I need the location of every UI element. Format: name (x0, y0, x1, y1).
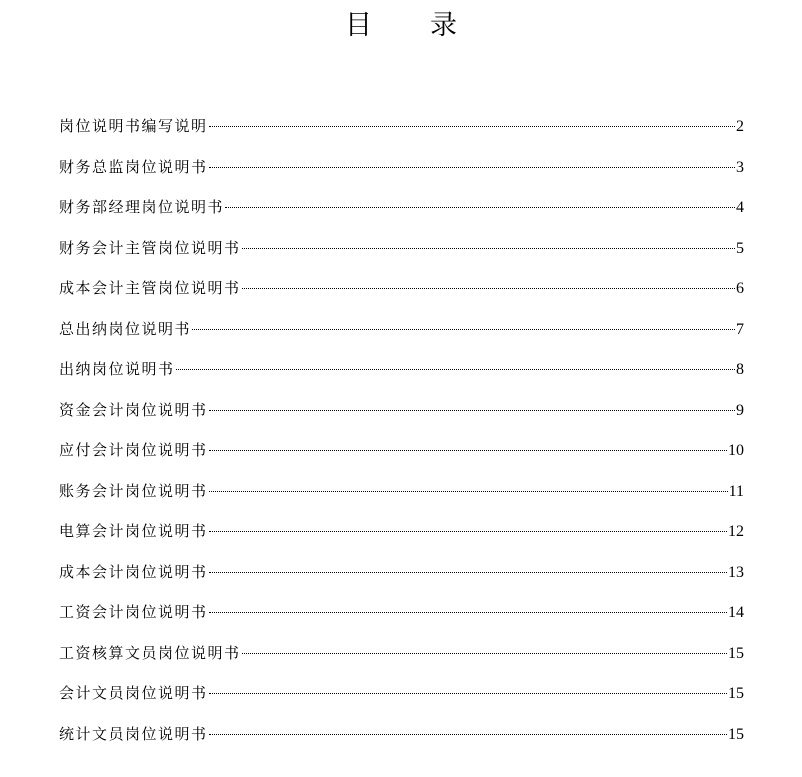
toc-entry-page: 10 (728, 442, 744, 459)
toc-entry[interactable] (59, 112, 744, 153)
toc-entry[interactable] (59, 315, 744, 356)
toc-entry-label: 会计文员岗位说明书 (59, 684, 208, 702)
title-char-1: 目 (345, 10, 372, 41)
toc-entry[interactable] (59, 153, 744, 194)
toc-entry-page: 12 (728, 523, 744, 540)
dot-leader (209, 734, 727, 735)
toc-entry[interactable] (59, 517, 744, 558)
toc-entry[interactable] (59, 679, 744, 720)
toc-entry[interactable] (59, 720, 744, 761)
title-char-2: 录 (430, 10, 457, 41)
dot-leader (209, 167, 735, 168)
toc-entry[interactable] (59, 234, 744, 275)
toc-entry[interactable] (59, 477, 744, 518)
toc-entry[interactable] (59, 436, 744, 477)
toc-entry-label: 工资会计岗位说明书 (59, 603, 208, 621)
toc-entry-page: 15 (728, 725, 744, 743)
dot-leader (209, 572, 727, 573)
dot-leader (209, 693, 727, 694)
toc-entry-page: 11 (728, 482, 744, 500)
dot-leader (192, 329, 735, 330)
toc-entry[interactable] (59, 355, 744, 396)
toc-entry-label: 财务总监岗位说明书 (59, 157, 208, 176)
toc-entry-page: 13 (728, 563, 744, 581)
toc-entry-label: 成本会计岗位说明书 (59, 562, 208, 581)
dot-leader (209, 450, 727, 451)
dot-leader (242, 248, 735, 249)
toc-entry[interactable] (59, 274, 744, 315)
toc-entry[interactable] (59, 598, 744, 639)
toc-entry[interactable] (59, 558, 744, 599)
toc-entry-label: 出纳岗位说明书 (59, 360, 175, 378)
dot-leader (242, 288, 735, 289)
dot-leader (176, 369, 735, 370)
toc-entry[interactable] (59, 396, 744, 437)
toc-entry[interactable] (59, 193, 744, 234)
toc-entry-label: 账务会计岗位说明书 (59, 481, 208, 500)
toc-entry-page: 4 (736, 199, 744, 216)
toc-entry-label: 应付会计岗位说明书 (59, 441, 208, 459)
dot-leader (209, 410, 735, 411)
table-of-contents (59, 112, 744, 760)
toc-entry-label: 财务会计主管岗位说明书 (59, 238, 241, 257)
toc-entry[interactable] (59, 639, 744, 680)
dot-leader (209, 491, 728, 492)
dot-leader (209, 531, 727, 532)
toc-entry-page: 7 (736, 320, 744, 338)
toc-entry-label: 电算会计岗位说明书 (59, 522, 208, 540)
toc-entry-label: 财务部经理岗位说明书 (59, 198, 225, 216)
toc-entry-page: 15 (728, 685, 744, 702)
toc-entry-page: 15 (728, 644, 744, 662)
toc-entry-label: 资金会计岗位说明书 (59, 400, 208, 419)
toc-entry-page: 9 (736, 401, 744, 419)
toc-entry-page: 6 (736, 280, 744, 297)
dot-leader (209, 126, 735, 127)
toc-entry-page: 8 (736, 361, 744, 378)
toc-entry-label: 总出纳岗位说明书 (59, 319, 192, 338)
page-title (0, 6, 802, 46)
toc-entry-label: 成本会计主管岗位说明书 (59, 279, 241, 297)
dot-leader (209, 612, 727, 613)
toc-entry-page: 2 (736, 118, 744, 135)
toc-entry-page: 3 (736, 158, 744, 176)
toc-entry-page: 14 (728, 604, 744, 621)
dot-leader (225, 207, 735, 208)
toc-entry-label: 统计文员岗位说明书 (59, 724, 208, 743)
dot-leader (242, 653, 727, 654)
toc-entry-page: 5 (736, 239, 744, 257)
toc-entry-label: 岗位说明书编写说明 (59, 117, 208, 135)
toc-entry-label: 工资核算文员岗位说明书 (59, 643, 241, 662)
